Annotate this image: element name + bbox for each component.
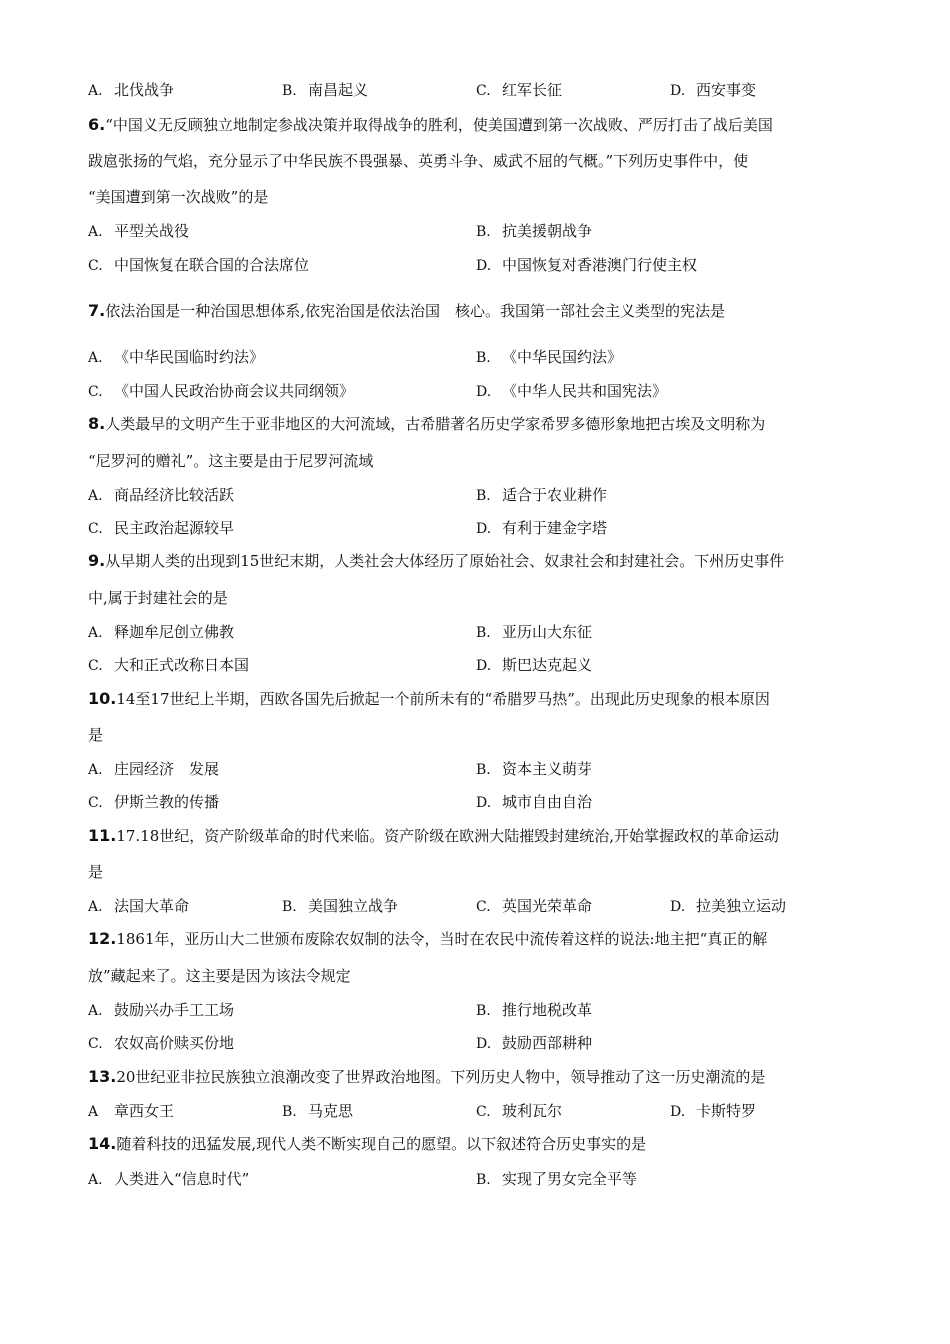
q11-option-b[interactable]: B. 美国独立战争 (282, 897, 399, 915)
q9-option-d[interactable]: D. 斯巴达克起义 (476, 656, 593, 674)
q13-option-d[interactable]: D. 卡斯特罗 (670, 1102, 757, 1120)
q6-option-b[interactable]: B. 抗美援朝战争 (476, 222, 593, 240)
q12-number: 12. (88, 929, 117, 948)
q7-option-b[interactable]: B. 《中华民国约法》 (476, 348, 623, 366)
q10-option-b[interactable]: B. 资本主义萌芽 (476, 760, 593, 778)
q12-option-c[interactable]: C. 农奴高价赎买份地 (88, 1034, 235, 1052)
q14-stem-line-1: 14.随着科技的迅猛发展,现代人类不断实现自己的愿望。以下叙述符合历史事实的是 (88, 1134, 647, 1153)
q6-option-c[interactable]: C. 中国恢复在联合国的合法席位 (88, 256, 310, 274)
q6-option-d[interactable]: D. 中国恢复对香港澳门行使主权 (476, 256, 698, 274)
q12-stem-line-2: 放”藏起来了。这主要是因为该法令规定 (88, 967, 351, 985)
q5-option-a[interactable]: A. 北伐战争 (88, 81, 175, 99)
q11-stem-line-2: 是 (88, 863, 104, 881)
q14-number: 14. (88, 1134, 117, 1153)
q13-option-c[interactable]: C. 玻利瓦尔 (476, 1102, 563, 1120)
q7-stem-line-1: 7.依法治国是一种治国思想体系,依宪治国是依法治国 核心。我国第一部社会主义类型的宪法是 (88, 301, 725, 320)
q11-option-c[interactable]: C. 英国光荣革命 (476, 897, 593, 915)
q7-option-a[interactable]: A. 《中华民国临时约法》 (88, 348, 265, 366)
q8-stem-line-1: 8.人类最早的文明产生于亚非地区的大河流域，古希腊著名历史学家希罗多德形象地把古埃及文明称为 (88, 414, 766, 433)
q6-stem-line-2: 跋扈张扬的气焰，充分显示了中华民族不畏强暴、英勇斗争、威武不屈的气概。”下列历史事件中，使 (88, 152, 749, 170)
q7-option-d[interactable]: D. 《中华人民共和国宪法》 (476, 382, 668, 400)
q11-option-d[interactable]: D. 拉美独立运动 (670, 897, 787, 915)
q5-option-b[interactable]: B. 南昌起义 (282, 81, 369, 99)
q11-number: 11. (88, 826, 117, 845)
q13-number: 13. (88, 1067, 117, 1086)
q6-stem-line-1: 6.“中国义无反顾独立地制定参战决策并取得战争的胜利，使美国遭到第一次战败、严厉打击了战后美国 (88, 115, 773, 134)
q11-option-a[interactable]: A. 法国大革命 (88, 897, 190, 915)
q7-number: 7. (88, 301, 106, 320)
q12-option-b[interactable]: B. 推行地税改革 (476, 1001, 593, 1019)
q9-number: 9. (88, 551, 106, 570)
q13-option-a[interactable]: A 章西女王 (88, 1102, 175, 1120)
q10-option-a[interactable]: A. 庄园经济 发展 (88, 760, 220, 778)
q8-option-b[interactable]: B. 适合于农业耕作 (476, 486, 608, 504)
q10-stem-line-2: 是 (88, 726, 104, 744)
q8-option-d[interactable]: D. 有利于建金字塔 (476, 519, 608, 537)
q6-number: 6. (88, 115, 106, 134)
q9-stem-line-1: 9.从早期人类的出现到15世纪末期，人类社会大体经历了原始社会、奴隶社会和封建社会。下州历史事件 (88, 551, 785, 570)
q10-option-c[interactable]: C. 伊斯兰教的传播 (88, 793, 220, 811)
q9-option-c[interactable]: C. 大和正式改称日本国 (88, 656, 250, 674)
q11-stem-line-1: 11.17.18世纪，资产阶级革命的时代来临。资产阶级在欧洲大陆摧毁封建统治,开始掌握政权的革命运动 (88, 826, 780, 845)
q10-number: 10. (88, 689, 117, 708)
q13-option-b[interactable]: B. 马克思 (282, 1102, 354, 1120)
q9-stem-line-2: 中,属于封建社会的是 (88, 589, 228, 607)
q6-stem-line-3: “美国遭到第一次战败”的是 (88, 188, 269, 206)
q7-option-c[interactable]: C. 《中国人民政治协商会议共同纲领》 (88, 382, 355, 400)
q12-option-a[interactable]: A. 鼓励兴办手工工场 (88, 1001, 235, 1019)
q8-option-c[interactable]: C. 民主政治起源较早 (88, 519, 235, 537)
q8-number: 8. (88, 414, 106, 433)
q14-option-b[interactable]: B. 实现了男女完全平等 (476, 1170, 638, 1188)
q8-option-a[interactable]: A. 商品经济比较活跃 (88, 486, 235, 504)
q8-stem-line-2: “尼罗河的赠礼”。这主要是由于尼罗河流域 (88, 452, 374, 470)
q10-option-d[interactable]: D. 城市自由自治 (476, 793, 593, 811)
q6-option-a[interactable]: A. 平型关战役 (88, 222, 190, 240)
q5-option-c[interactable]: C. 红军长征 (476, 81, 563, 99)
q10-stem-line-1: 10.14至17世纪上半期，西欧各国先后掀起一个前所未有的“希腊罗马热”。出现此历史现象的根本原因 (88, 689, 770, 708)
q12-option-d[interactable]: D. 鼓励西部耕种 (476, 1034, 593, 1052)
q9-option-b[interactable]: B. 亚历山大东征 (476, 623, 593, 641)
q5-option-d[interactable]: D. 西安事变 (670, 81, 757, 99)
q13-stem-line-1: 13.20世纪亚非拉民族独立浪潮改变了世界政治地图。下列历史人物中，领导推动了这一历史潮流的是 (88, 1067, 766, 1086)
q12-stem-line-1: 12.1861年，亚历山大二世颁布废除农奴制的法令，当时在农民中流传着这样的说法:地主把“真正的解 (88, 929, 768, 948)
q9-option-a[interactable]: A. 释迦牟尼创立佛教 (88, 623, 235, 641)
q14-option-a[interactable]: A. 人类进入“信息时代” (88, 1170, 250, 1188)
